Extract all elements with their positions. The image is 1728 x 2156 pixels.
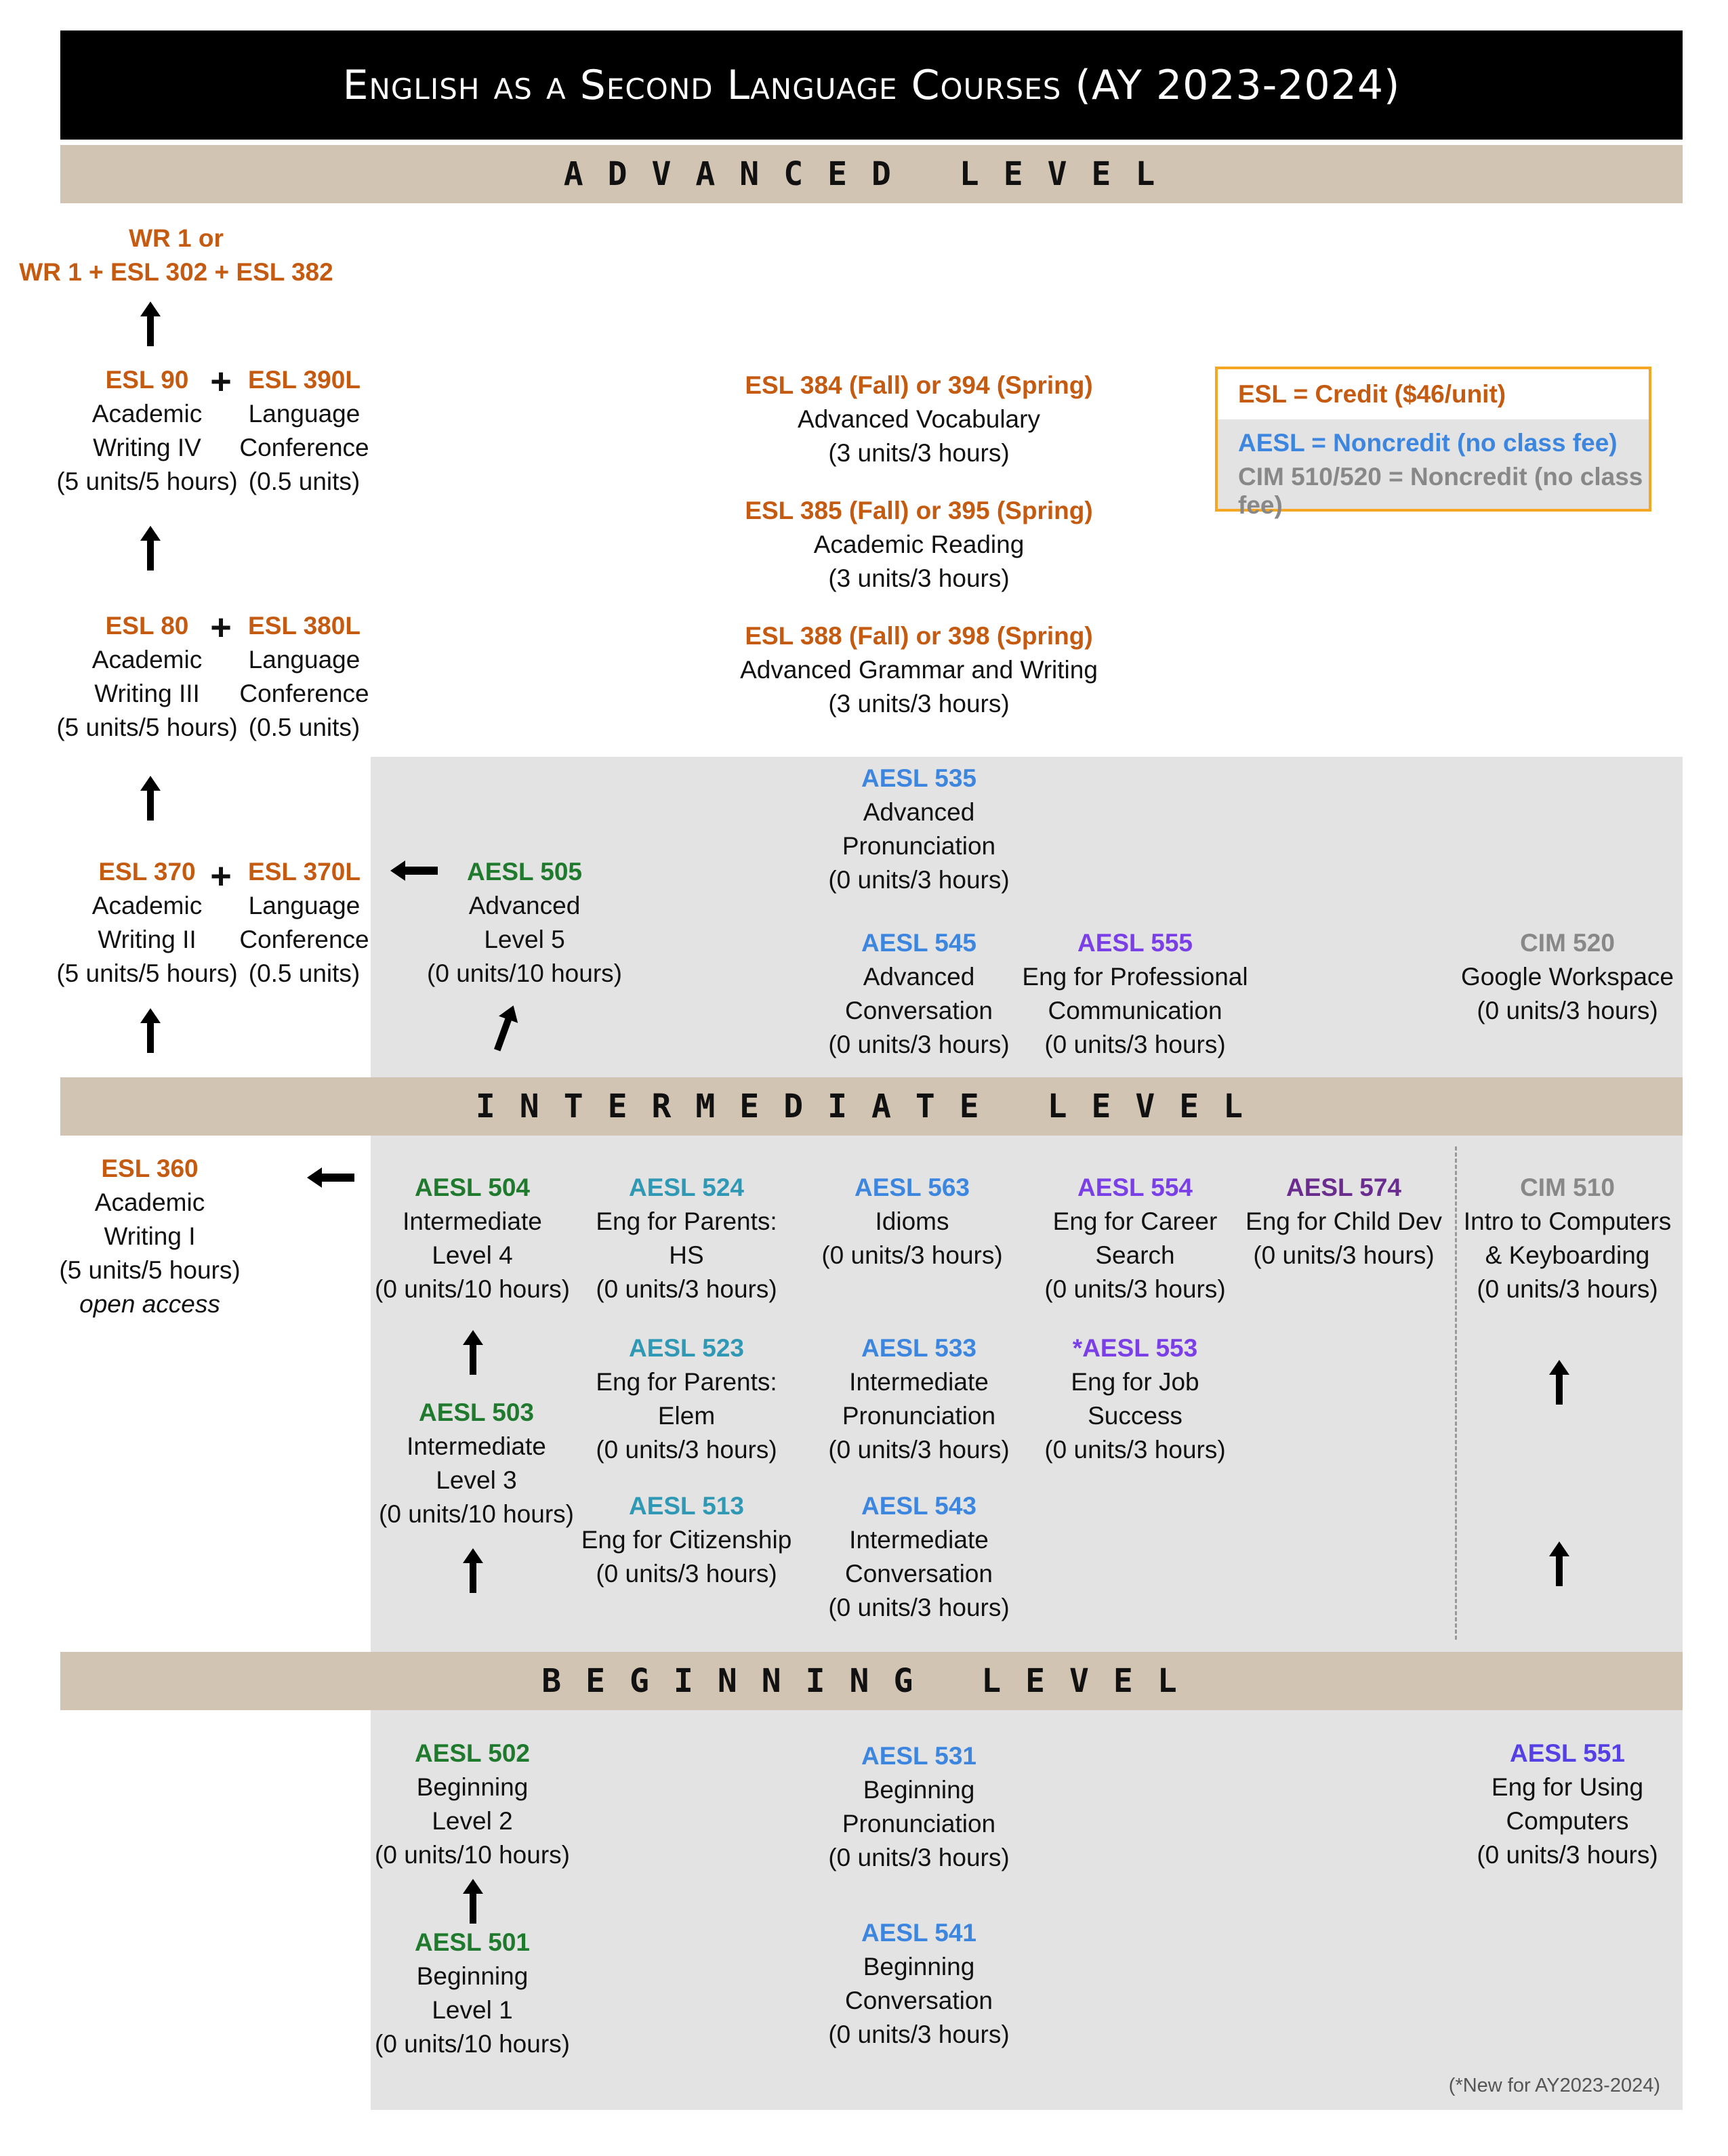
intermediate-level-band (60, 1077, 1683, 1136)
course-aesl505 (427, 855, 622, 991)
course-name: Eng for Career (1052, 1207, 1218, 1235)
course-name: Level 3 (436, 1466, 517, 1494)
page-title: English as a Second Language Courses (AY 2023-2024) (342, 61, 1401, 109)
course-code: *AESL 553 (1072, 1334, 1198, 1362)
course-code: AESL 563 (854, 1174, 970, 1201)
course-units: (5 units/5 hours) (56, 959, 238, 987)
course-aesl531 (828, 1739, 1009, 1875)
course-name: Eng for Professional (1022, 963, 1248, 991)
course-name: Beginning (416, 1962, 529, 1990)
course-code: AESL 554 (1077, 1174, 1193, 1201)
course-units: (0 units/10 hours) (375, 2030, 570, 2058)
course-code: AESL 503 (418, 1398, 535, 1426)
wr1-requirement (19, 222, 333, 289)
course-code: ESL 384 (Fall) or 394 (Spring) (745, 371, 1093, 399)
course-aesl541 (828, 1916, 1009, 2052)
course-name: Intermediate (849, 1526, 989, 1554)
course-code: AESL 551 (1509, 1739, 1626, 1767)
course-cim520 (1461, 926, 1674, 1028)
beginning-level-band (60, 1652, 1683, 1710)
legend-esl: ESL = Credit ($46/unit) (1218, 369, 1649, 419)
course-esl385 (745, 494, 1092, 596)
course-name: Advanced (863, 963, 975, 991)
course-name: Advanced Grammar and Writing (740, 656, 1098, 684)
course-name: Pronunciation (842, 832, 996, 860)
course-name: & Keyboarding (1485, 1241, 1650, 1269)
course-aesl545 (828, 926, 1009, 1062)
course-name: Eng for Job (1071, 1368, 1199, 1396)
course-name: Intro to Computers (1463, 1207, 1672, 1235)
course-name: Level 2 (432, 1807, 513, 1835)
course-units: (0 units/3 hours) (1044, 1436, 1226, 1464)
course-code: ESL 80 (105, 612, 189, 640)
course-code: ESL 385 (Fall) or 395 (Spring) (745, 497, 1093, 524)
course-code: ESL 370 (98, 858, 196, 886)
course-name: Writing II (98, 926, 197, 953)
course-units: (0 units/3 hours) (1477, 997, 1658, 1024)
course-esl390l (239, 363, 369, 499)
course-aesl553 (1044, 1331, 1225, 1467)
intermediate-level-label: INTERMEDIATE LEVEL (475, 1087, 1268, 1125)
course-name: Eng for Parents: (596, 1207, 777, 1235)
legend-aesl: AESL = Noncredit (no class fee) (1238, 429, 1618, 457)
course-aesl533 (828, 1331, 1009, 1467)
course-units: (0.5 units) (248, 713, 361, 741)
plus-icon: + (210, 361, 232, 402)
course-units: (3 units/3 hours) (828, 439, 1010, 467)
course-aesl555 (1022, 926, 1248, 1062)
course-aesl523 (596, 1331, 777, 1467)
course-aesl513 (581, 1489, 792, 1591)
course-esl388 (740, 619, 1098, 721)
arrow-up-icon (1549, 1541, 1569, 1586)
course-units: (0 units/10 hours) (375, 1841, 570, 1869)
course-units: (0 units/3 hours) (828, 1594, 1010, 1621)
course-esl384 (745, 369, 1092, 470)
course-code: ESL 360 (101, 1155, 199, 1182)
advanced-level-band (60, 145, 1683, 203)
course-name: Academic (91, 892, 203, 919)
course-units: (0 units/3 hours) (1477, 1841, 1658, 1869)
course-name: Pronunciation (842, 1810, 996, 1838)
course-name: Language (248, 646, 361, 673)
arrow-up-icon (463, 1330, 483, 1375)
course-name: Academic (91, 646, 203, 673)
course-units: (0 units/3 hours) (1477, 1275, 1658, 1303)
course-name: Conference (239, 434, 369, 461)
course-units: (5 units/5 hours) (56, 468, 238, 495)
course-code: AESL 545 (861, 929, 977, 957)
course-units: (0 units/3 hours) (596, 1275, 777, 1303)
arrow-up-icon (1549, 1360, 1569, 1405)
course-units: (0.5 units) (248, 468, 361, 495)
course-code: AESL 504 (414, 1174, 531, 1201)
course-units: (0 units/3 hours) (828, 1031, 1010, 1058)
course-aesl524 (596, 1171, 777, 1306)
course-aesl503 (379, 1396, 574, 1531)
legend-cim: CIM 510/520 = Noncredit (no class fee) (1238, 463, 1643, 519)
course-name: Search (1095, 1241, 1175, 1269)
legend-box (1215, 367, 1651, 519)
course-units: (0 units/3 hours) (828, 1436, 1010, 1464)
course-units: (0 units/3 hours) (1253, 1241, 1435, 1269)
course-name: Conference (239, 926, 369, 953)
course-aesl501 (375, 1926, 570, 2061)
advanced-level-label: ADVANCED LEVEL (563, 155, 1180, 193)
course-name: Academic (91, 400, 203, 428)
wr1-line1: WR 1 or (129, 224, 224, 252)
course-units: (0 units/10 hours) (427, 959, 622, 987)
course-units: (0 units/3 hours) (828, 1844, 1010, 1871)
course-aesl551 (1477, 1737, 1658, 1872)
course-units: (0 units/3 hours) (1044, 1275, 1226, 1303)
course-esl360 (59, 1152, 240, 1321)
course-name: Level 1 (432, 1996, 513, 2024)
course-esl380l (239, 609, 369, 745)
course-name: Language (248, 892, 361, 919)
course-name: Eng for Using (1491, 1773, 1644, 1801)
course-name: Intermediate (403, 1207, 542, 1235)
arrow-up-icon (140, 776, 161, 821)
course-units: (0 units/3 hours) (828, 2020, 1010, 2048)
course-name: Conversation (844, 1560, 993, 1588)
course-aesl563 (821, 1171, 1002, 1272)
course-code: CIM 520 (1520, 929, 1615, 957)
course-aesl554 (1044, 1171, 1225, 1306)
course-name: Computers (1506, 1807, 1629, 1835)
course-name: Writing III (94, 680, 200, 707)
footnote: (*New for AY2023-2024) (1448, 2075, 1660, 2096)
course-aesl535 (828, 762, 1009, 897)
arrow-left-icon (390, 861, 438, 881)
course-name: Success (1088, 1402, 1182, 1430)
course-code: AESL 555 (1077, 929, 1193, 957)
course-units: (0 units/3 hours) (1044, 1031, 1226, 1058)
course-code: AESL 502 (414, 1739, 531, 1767)
course-units: (0.5 units) (248, 959, 361, 987)
course-units: (0 units/3 hours) (596, 1560, 777, 1588)
course-aesl543 (828, 1489, 1009, 1625)
course-name: Language (248, 400, 361, 428)
course-name: Beginning (416, 1773, 529, 1801)
course-name: Intermediate (849, 1368, 989, 1396)
course-code: AESL 574 (1285, 1174, 1402, 1201)
arrow-up-icon (463, 1548, 483, 1593)
course-code: AESL 513 (628, 1492, 745, 1520)
course-name: Conference (239, 680, 369, 707)
arrow-up-icon (140, 1008, 161, 1053)
arrow-left-icon (307, 1167, 354, 1188)
course-name: Advanced (468, 892, 581, 919)
course-units: (0 units/10 hours) (379, 1500, 574, 1528)
course-code: AESL 501 (414, 1928, 531, 1956)
course-name: Conversation (844, 997, 993, 1024)
course-name: Intermediate (407, 1432, 546, 1460)
course-code: AESL 543 (861, 1492, 977, 1520)
course-code: ESL 90 (105, 366, 189, 394)
course-units: (5 units/5 hours) (59, 1256, 241, 1284)
cim-divider (1455, 1146, 1457, 1640)
course-name: Writing I (104, 1222, 196, 1250)
course-name: Idioms (875, 1207, 949, 1235)
course-code: AESL 531 (861, 1742, 977, 1770)
plus-icon: + (210, 607, 232, 648)
course-cim510 (1464, 1171, 1671, 1306)
beginning-level-label: BEGINNING LEVEL (541, 1662, 1201, 1700)
course-units: (0 units/3 hours) (596, 1436, 777, 1464)
course-note: open access (79, 1290, 220, 1318)
course-units: (3 units/3 hours) (828, 564, 1010, 592)
arrow-up-right-icon (490, 1001, 521, 1053)
plus-icon: + (210, 856, 232, 896)
course-name: Advanced (863, 798, 975, 826)
course-name: Advanced Vocabulary (798, 405, 1040, 433)
course-code: ESL 390L (248, 366, 361, 394)
arrow-up-icon (463, 1879, 483, 1924)
course-name: Academic Reading (813, 531, 1025, 558)
course-name: Elem (657, 1402, 716, 1430)
course-code: ESL 388 (Fall) or 398 (Spring) (745, 622, 1093, 650)
course-name: Level 5 (484, 926, 565, 953)
course-aesl502 (375, 1737, 570, 1872)
course-code: AESL 505 (466, 858, 583, 886)
course-aesl504 (375, 1171, 570, 1306)
course-code: AESL 524 (628, 1174, 745, 1201)
course-units: (5 units/5 hours) (56, 713, 238, 741)
course-name: Writing IV (93, 434, 201, 461)
course-name: Google Workspace (1461, 963, 1674, 991)
course-name: HS (669, 1241, 704, 1269)
course-units: (3 units/3 hours) (828, 690, 1010, 718)
course-code: ESL 370L (248, 858, 361, 886)
course-name: Level 4 (432, 1241, 513, 1269)
arrow-up-icon (140, 526, 161, 571)
course-name: Beginning (863, 1776, 975, 1804)
course-name: Academic (94, 1188, 205, 1216)
course-code: AESL 523 (628, 1334, 745, 1362)
page-title-bar (60, 30, 1683, 140)
wr1-line2: WR 1 + ESL 302 + ESL 382 (19, 258, 333, 286)
course-units: (0 units/3 hours) (828, 866, 1010, 894)
course-name: Conversation (844, 1987, 993, 2014)
course-name: Beginning (863, 1953, 975, 1981)
course-code: AESL 533 (861, 1334, 977, 1362)
course-name: Pronunciation (842, 1402, 996, 1430)
course-code: AESL 541 (861, 1919, 977, 1947)
course-code: AESL 535 (861, 764, 977, 792)
course-name: Eng for Citizenship (581, 1526, 792, 1554)
arrow-up-icon (140, 302, 161, 346)
course-name: Eng for Parents: (596, 1368, 777, 1396)
course-aesl574 (1246, 1171, 1442, 1272)
course-name: Communication (1048, 997, 1222, 1024)
course-esl370l (239, 855, 369, 991)
course-code: ESL 380L (248, 612, 361, 640)
course-units: (0 units/3 hours) (821, 1241, 1003, 1269)
course-code: CIM 510 (1520, 1174, 1615, 1201)
course-units: (0 units/10 hours) (375, 1275, 570, 1303)
course-name: Eng for Child Dev (1246, 1207, 1442, 1235)
